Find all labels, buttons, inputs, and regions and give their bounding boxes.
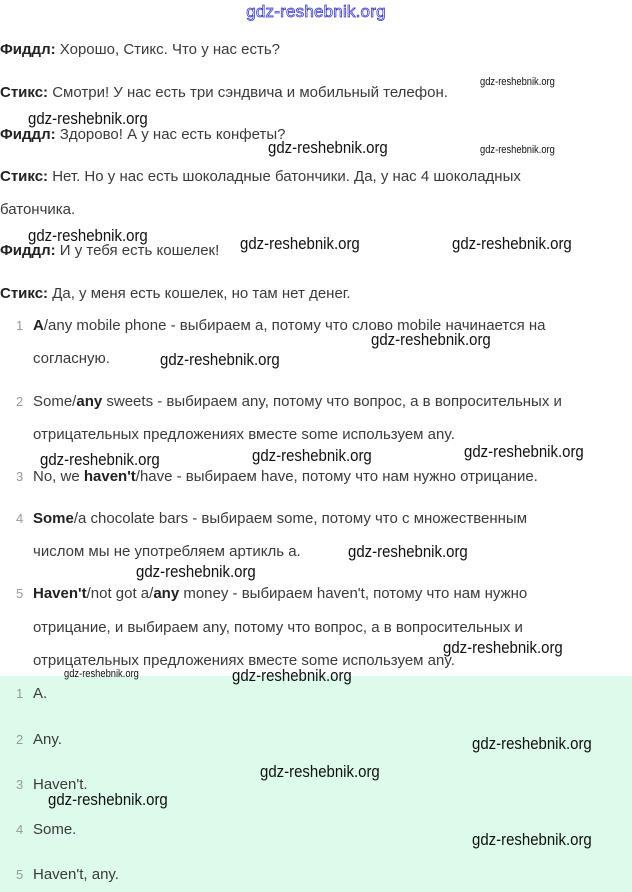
item-line: [33, 543, 301, 560]
item-text: отрицательных предложениях вместе some используем any.: [33, 426, 455, 443]
speaker: Стикс:: [0, 168, 49, 185]
answer-number: 4: [16, 822, 24, 837]
answer-number: 3: [16, 777, 24, 792]
watermark: gdz-reshebnik.org: [252, 446, 372, 465]
dialogue-line: [0, 84, 448, 101]
dialogue-line: [0, 285, 351, 302]
watermark: gdz-reshebnik.org: [28, 109, 148, 128]
watermark: gdz-reshebnik.org: [452, 234, 572, 253]
dialogue-line-cont: батончика.: [0, 201, 76, 218]
item-line: [33, 585, 527, 602]
item-number: 5: [16, 586, 24, 601]
watermark: gdz-reshebnik.org: [268, 138, 388, 157]
line-text: Смотри! У нас есть три сэндвича и мобильный телефон.: [48, 84, 448, 101]
watermark: gdz-reshebnik.org: [64, 668, 139, 680]
watermark: gdz-reshebnik.org: [472, 830, 592, 849]
answer-number: 1: [16, 686, 24, 701]
speaker: Стикс:: [0, 84, 49, 101]
item-line: [33, 619, 523, 636]
answer-text: Some.: [33, 821, 77, 838]
speaker: Фиддл:: [0, 242, 56, 259]
line-text: Да, у меня есть кошелек, но там нет денег.: [48, 285, 351, 302]
watermark: gdz-reshebnik.org: [348, 542, 468, 561]
answer-word: haven't: [83, 468, 136, 485]
line-text: Нет. Но у нас есть шоколадные батончики. Да, у нас 4 шоколадных: [48, 168, 521, 185]
watermark: gdz-reshebnik.org: [48, 790, 168, 809]
watermark: gdz-reshebnik.org: [260, 762, 380, 781]
watermark: gdz-reshebnik.org: [232, 666, 352, 685]
watermark: gdz-reshebnik.org: [371, 330, 491, 349]
watermark: gdz-reshebnik.org: [480, 76, 555, 88]
item-text: числом мы не употребляем артикль a.: [33, 543, 301, 560]
item-number: 3: [16, 469, 24, 484]
answers-panel: [0, 676, 632, 892]
item-number: 2: [16, 394, 24, 409]
answer-word: Some: [33, 510, 74, 527]
item-text: money - выбираем haven't, потому что нам нужно: [179, 585, 528, 602]
answer-word: A: [33, 317, 44, 334]
item-number: 1: [16, 318, 24, 333]
item-text: Some/: [33, 393, 77, 410]
item-line: [33, 510, 527, 527]
item-text: согласную.: [33, 350, 110, 367]
watermark: gdz-reshebnik.org: [472, 734, 592, 753]
answer-word: any: [76, 393, 103, 410]
watermark: gdz-reshebnik.org: [40, 450, 160, 469]
item-line: [33, 468, 538, 485]
item-text: отрицание, и выбираем any, потому что вопрос, а в вопросительных и: [33, 619, 523, 636]
item-text: /any mobile phone - выбираем a, потому что слово mobile начинается на: [43, 317, 546, 334]
answer-text: Haven't, any.: [33, 866, 119, 883]
site-logo: gdz-reshebnik.org: [246, 2, 386, 21]
answer-number: 5: [16, 867, 24, 882]
item-text: sweets - выбираем any, потому что вопрос, а в вопросительных и: [102, 393, 562, 410]
watermark: gdz-reshebnik.org: [28, 226, 148, 245]
item-text: /a chocolate bars - выбираем some, потому что с множественным: [73, 510, 528, 527]
watermark: gdz-reshebnik.org: [240, 234, 360, 253]
item-text: /have - выбираем have, потому что нам нужно отрицание.: [135, 468, 538, 485]
answer-text: Any.: [33, 731, 62, 748]
watermark: gdz-reshebnik.org: [480, 144, 555, 156]
item-text: отрицательных предложениях вместе some используем any.: [33, 652, 455, 669]
answer-text: Haven't.: [33, 776, 88, 793]
answer-text: A.: [33, 685, 48, 702]
watermark: gdz-reshebnik.org: [443, 638, 563, 657]
watermark: gdz-reshebnik.org: [464, 442, 584, 461]
dialogue-line: [0, 41, 280, 58]
dialogue-line: [0, 168, 521, 185]
watermark: gdz-reshebnik.org: [160, 350, 280, 369]
item-line: [33, 350, 110, 367]
item-text: No, we: [33, 468, 84, 485]
item-line: [33, 426, 455, 443]
speaker: Фиддл:: [0, 41, 56, 58]
answer-word: Haven't: [33, 585, 87, 602]
answer-word: any: [153, 585, 180, 602]
item-line: [33, 393, 562, 410]
line-text: Хорошо, Стикс. Что у нас есть?: [55, 41, 281, 58]
answer-number: 2: [16, 732, 24, 747]
speaker: Фиддл:: [0, 126, 56, 143]
item-text: /not got a/: [86, 585, 154, 602]
speaker: Стикс:: [0, 285, 49, 302]
watermark: gdz-reshebnik.org: [136, 562, 256, 581]
line-text: И у тебя есть кошелек!: [55, 242, 220, 259]
line-text: Здорово! А у нас есть конфеты?: [55, 126, 286, 143]
item-number: 4: [16, 511, 24, 526]
